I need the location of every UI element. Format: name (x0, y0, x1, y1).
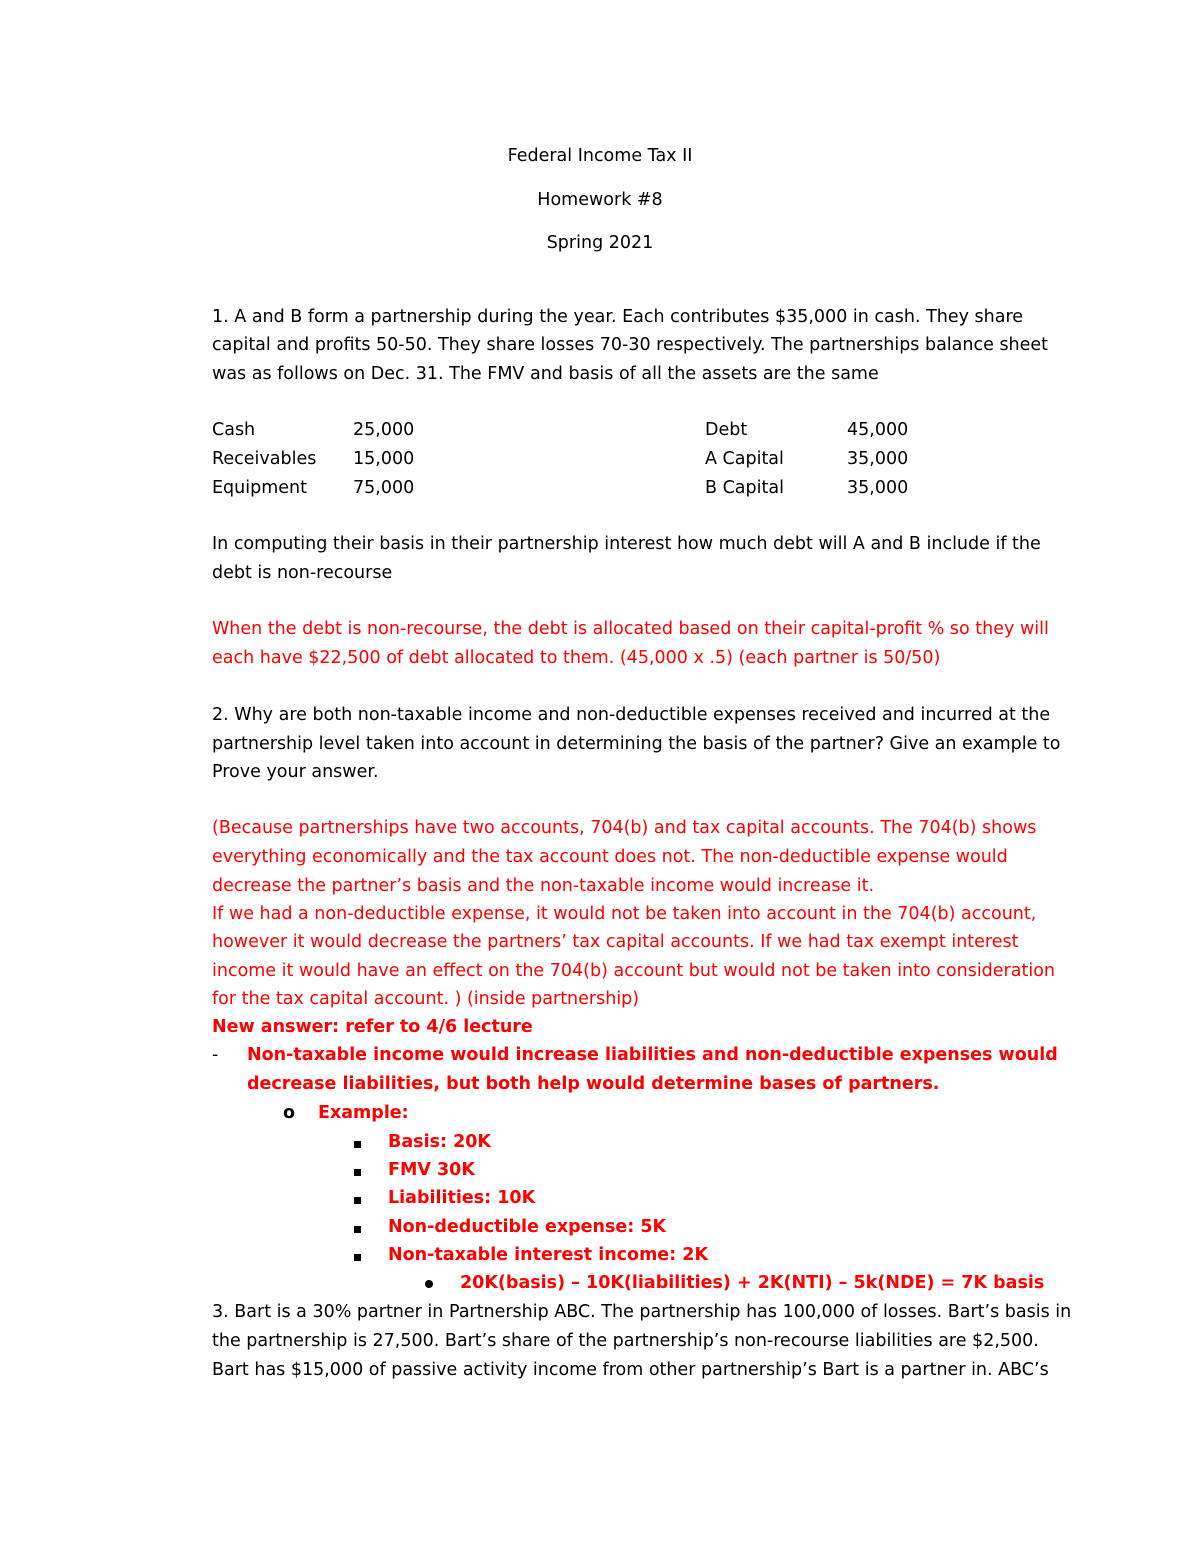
q2-answer-5: however it would decrease the partners’ tax capital accounts. If we had tax exempt interest (212, 932, 1019, 952)
q2-answer-1: (Because partnerships have two accounts, 704(b) and tax capital accounts. The 704(b) shows (212, 818, 1037, 838)
term-title: Spring 2021 (546, 233, 654, 253)
example-item: Non-taxable interest income: 2K (388, 1245, 708, 1265)
q2-new-answer: New answer: refer to 4/6 lecture (212, 1017, 533, 1037)
q1-number: 1. (212, 307, 229, 327)
q1-text-1: A and B form a partnership during the year. Each contributes $35,000 in cash. They share (234, 307, 1024, 327)
q2-line-1 (212, 705, 1050, 725)
example-item: Basis: 20K (388, 1132, 491, 1152)
q1-answer-1: When the debt is non-recourse, the debt is allocated based on their capital-profit % so they will (212, 619, 1049, 639)
q1-question-1: In computing their basis in their partnership interest how much debt will A and B include if the (212, 534, 1041, 554)
asset-value: 25,000 (353, 420, 415, 440)
q3-line-1 (212, 1302, 1071, 1322)
q2-answer-2: everything economically and the tax account does not. The non-deductible expense would (212, 847, 1008, 867)
liability-label: B Capital (705, 478, 784, 498)
square-bullet-icon (354, 1197, 361, 1204)
example-item: Non-deductible expense: 5K (388, 1217, 667, 1237)
q2-text-1: Why are both non-taxable income and non-deductible expenses received and incurred at the (234, 705, 1051, 725)
example-marker: o (283, 1103, 296, 1123)
course-title: Federal Income Tax II (507, 146, 693, 166)
q3-line-3: Bart has $15,000 of passive activity income from other partnership’s Bart is a partner in. ABC’s (212, 1360, 1049, 1380)
q1-line-2: capital and profits 50-50. They share losses 70-30 respectively. The partnerships balance sheet (212, 335, 1049, 355)
calculation: 20K(basis) – 10K(liabilities) + 2K(NTI) – 5k(NDE) = 7K basis (460, 1273, 1045, 1293)
liability-value: 45,000 (847, 420, 909, 440)
square-bullet-icon (354, 1226, 361, 1233)
asset-label: Receivables (212, 449, 317, 469)
q1-line-3: was as follows on Dec. 31. The FMV and basis of all the assets are the same (212, 364, 879, 384)
example-label: Example: (318, 1103, 409, 1123)
example-item: FMV 30K (388, 1160, 475, 1180)
q3-line-2: the partnership is 27,500. Bart’s share of the partnership’s non-recourse liabilities are $2,500. (212, 1331, 1039, 1351)
square-bullet-icon (354, 1254, 361, 1261)
q2-number: 2. (212, 705, 229, 725)
q1-answer-2: each have $22,500 of debt allocated to them. (45,000 x .5) (each partner is 50/50) (212, 648, 941, 668)
q2-answer-6: income it would have an effect on the 704(b) account but would not be taken into consideration (212, 961, 1055, 981)
square-bullet-icon (354, 1169, 361, 1176)
example-item: Liabilities: 10K (388, 1188, 536, 1208)
q2-answer-3: decrease the partner’s basis and the non-taxable income would increase it. (212, 876, 875, 896)
square-bullet-icon (354, 1141, 361, 1148)
liability-label: A Capital (705, 449, 784, 469)
asset-label: Cash (212, 420, 256, 440)
liability-value: 35,000 (847, 449, 909, 469)
dash-line-2: decrease liabilities, but both help would determine bases of partners. (247, 1074, 940, 1094)
q1-question-2: debt is non-recourse (212, 563, 393, 583)
asset-label: Equipment (212, 478, 307, 498)
dash-line-1: Non-taxable income would increase liabilities and non-deductible expenses would (247, 1045, 1058, 1065)
assignment-title: Homework #8 (537, 190, 663, 210)
q3-number: 3. (212, 1302, 229, 1322)
q2-line-3: Prove your answer. (212, 762, 379, 782)
asset-value: 75,000 (353, 478, 415, 498)
dash-bullet: - (212, 1045, 219, 1065)
q1-line-1 (212, 307, 1023, 327)
asset-value: 15,000 (353, 449, 415, 469)
liability-value: 35,000 (847, 478, 909, 498)
q2-line-2: partnership level taken into account in determining the basis of the partner? Give an example to (212, 734, 1061, 754)
q2-answer-4: If we had a non-deductible expense, it would not be taken into account in the 704(b) account, (212, 904, 1037, 924)
q3-text-1: Bart is a 30% partner in Partnership ABC. The partnership has 100,000 of losses. Bart’s basis in (234, 1302, 1072, 1322)
round-bullet-icon (425, 1280, 433, 1288)
q2-answer-7: for the tax capital account. ) (inside partnership) (212, 989, 640, 1009)
liability-label: Debt (705, 420, 748, 440)
